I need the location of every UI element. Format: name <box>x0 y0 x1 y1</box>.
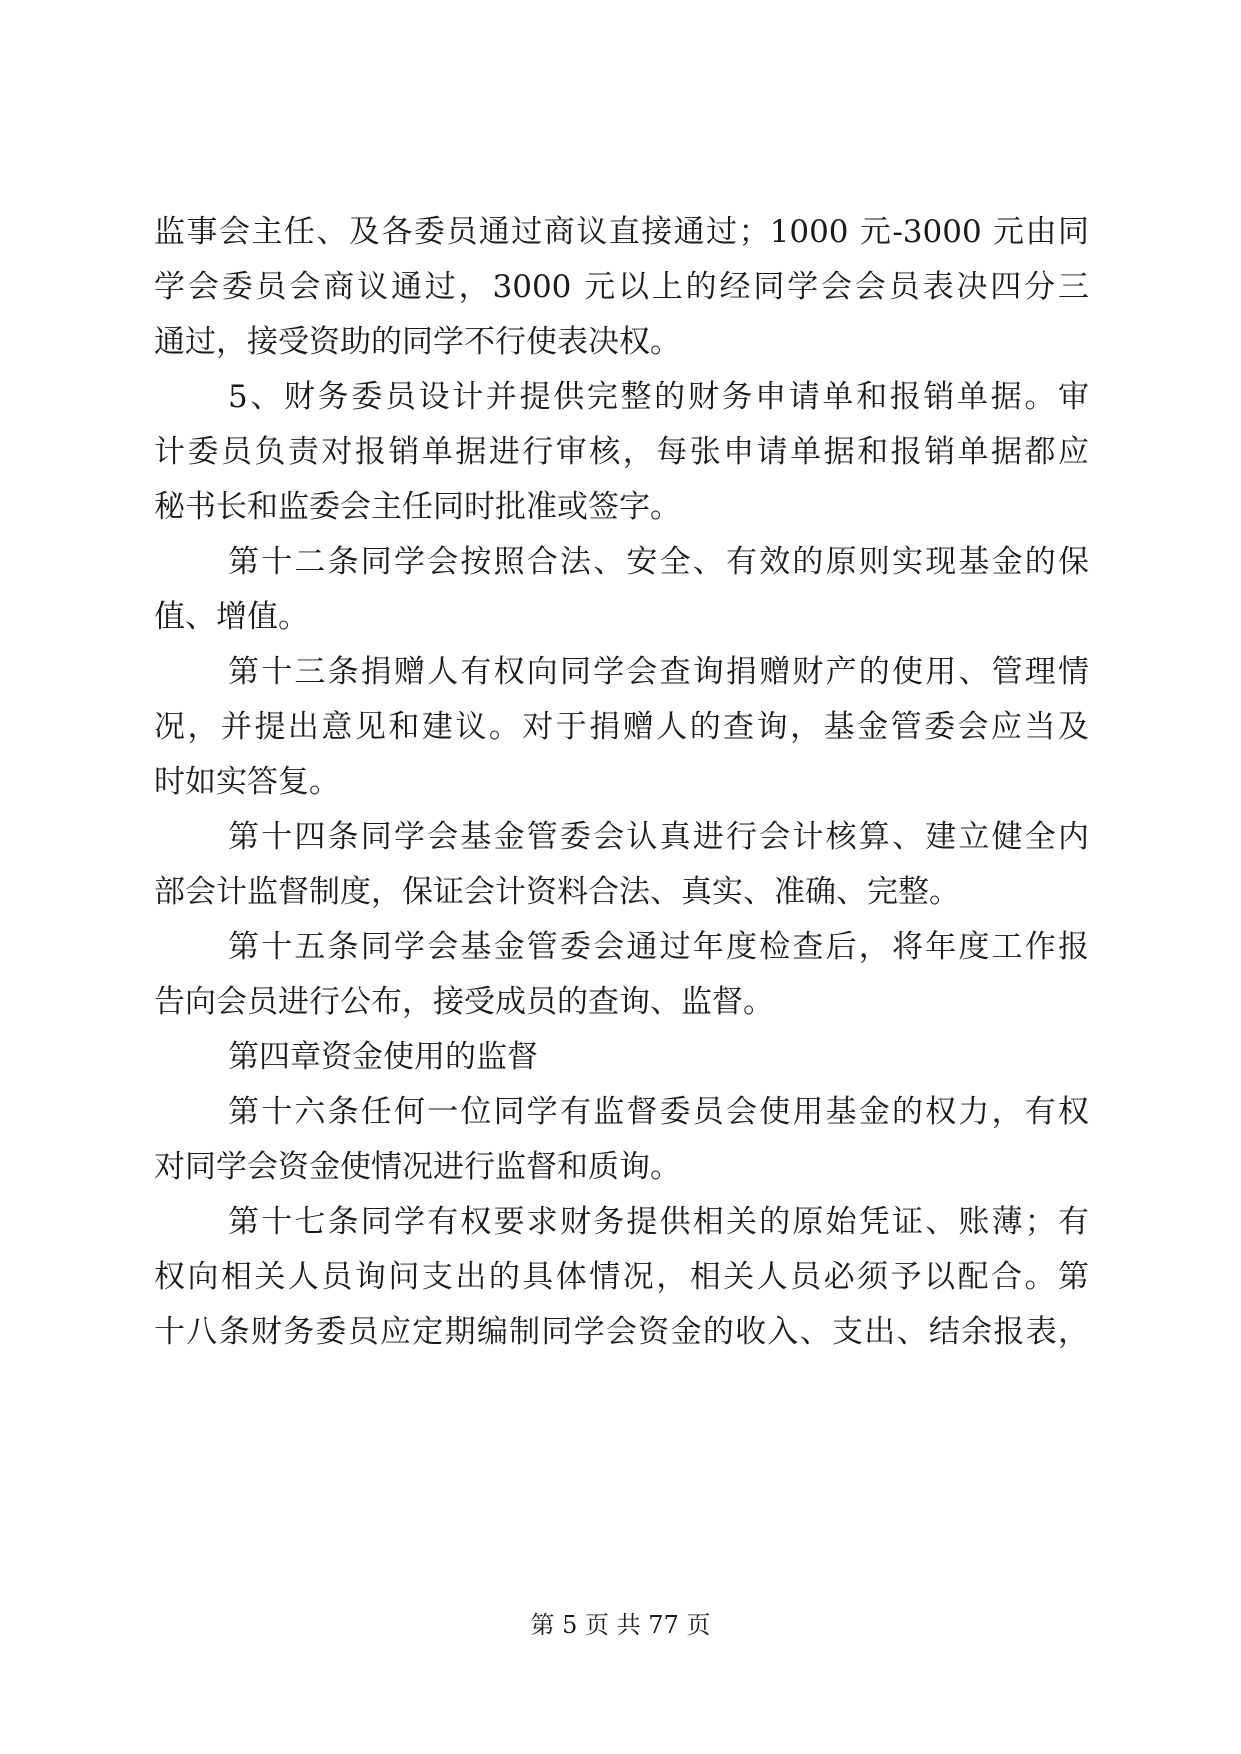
text-line: 第十七条同学有权要求财务提供相关的原始凭证、账薄；有 <box>228 1204 1089 1240</box>
text-line: 第十二条同学会按照合法、安全、有效的原则实现基金的保 <box>228 544 1089 580</box>
text-line: 秘书长和监委会主任同时批准或签字。 <box>154 489 681 525</box>
text-line: 时如实答复。 <box>154 764 340 800</box>
page-number: 第 5 页 共 77 页 <box>530 1611 711 1639</box>
text-line: 监事会主任、及各委员通过商议直接通过；1000 元-3000 元由同 <box>154 214 1089 250</box>
text-line: 5、财务委员设计并提供完整的财务申请单和报销单据。审 <box>228 379 1089 415</box>
text-line: 第十三条捐赠人有权向同学会查询捐赠财产的使用、管理情 <box>228 654 1089 690</box>
text-line: 部会计监督制度，保证会计资料合法、真实、准确、完整。 <box>154 874 960 910</box>
text-line: 况，并提出意见和建议。对于捐赠人的查询，基金管委会应当及 <box>154 709 1089 745</box>
text-line: 计委员负责对报销单据进行审核，每张申请单据和报销单据都应 <box>154 434 1089 470</box>
text-line: 第十六条任何一位同学有监督委员会使用基金的权力，有权 <box>228 1094 1089 1130</box>
text-line: 对同学会资金使情况进行监督和质询。 <box>154 1149 681 1185</box>
text-line: 第十五条同学会基金管委会通过年度检查后，将年度工作报 <box>228 929 1089 965</box>
chapter-heading: 第四章资金使用的监督 <box>228 1039 538 1075</box>
text-line: 学会委员会商议通过，3000 元以上的经同学会会员表决四分三 <box>154 269 1089 305</box>
text-line: 权向相关人员询问支出的具体情况，相关人员必须予以配合。第 <box>154 1259 1089 1295</box>
text-line: 告向会员进行公布，接受成员的查询、监督。 <box>154 984 774 1020</box>
text-line: 十八条财务委员应定期编制同学会资金的收入、支出、结余报表， <box>154 1314 1089 1350</box>
text-line: 通过，接受资助的同学不行使表决权。 <box>154 324 681 360</box>
text-line: 值、增值。 <box>154 599 309 635</box>
text-line: 第十四条同学会基金管委会认真进行会计核算、建立健全内 <box>228 819 1089 855</box>
